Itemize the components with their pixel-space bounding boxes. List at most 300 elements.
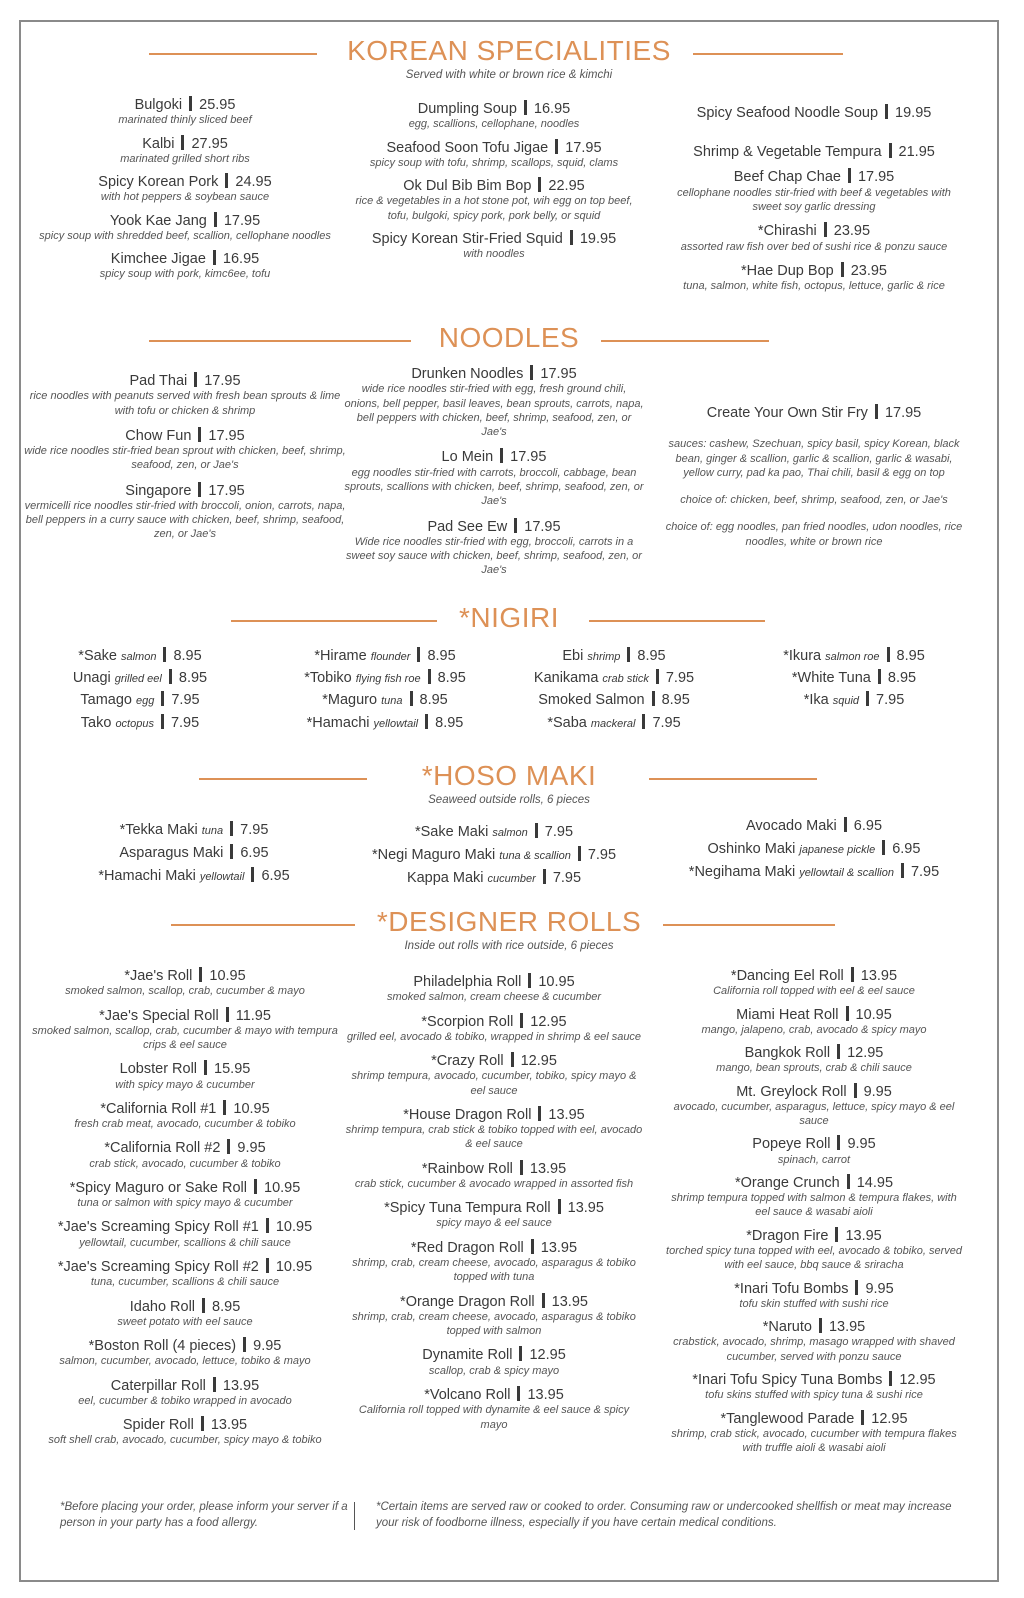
item-name: *Hae Dup Bop: [741, 262, 834, 279]
price-separator: [535, 823, 538, 838]
item-price: 24.95: [235, 174, 272, 191]
item-price: 16.95: [222, 251, 260, 268]
item-price: 9.95: [865, 1280, 894, 1297]
price-separator: [266, 1258, 269, 1273]
price-separator: [837, 1135, 840, 1150]
item-name: Pad Thai: [129, 373, 188, 389]
item-description: rice & vegetables in a hot stone pot, wih egg on top beef, tofu, bulgoki, spicy pork, pork belly, or squid: [355, 195, 633, 222]
item-name: Avocado Maki: [745, 818, 837, 834]
price-separator: [520, 1013, 523, 1028]
item-price: 8.95: [435, 714, 464, 731]
menu-item: [344, 1346, 644, 1378]
item-translation: salmon roe: [825, 651, 880, 663]
item-name: *Jae's Screaming Spicy Roll #1: [57, 1219, 259, 1236]
item-name: Kappa Maki: [406, 870, 484, 887]
item-description: spicy soup with shredded beef, scallion, cellophane noodles: [39, 229, 331, 242]
item-name: Chow Fun: [125, 427, 192, 444]
item-name: *Jae's Screaming Spicy Roll #2: [57, 1259, 259, 1276]
menu-item: [664, 1227, 964, 1273]
header-rule-left: [149, 340, 411, 342]
nigiri-section-header: [19, 602, 999, 634]
item-translation: egg: [136, 695, 155, 708]
hoso-section-header: [19, 760, 999, 806]
item-price: 22.95: [548, 178, 585, 195]
menu-item: [664, 1318, 964, 1364]
item-name: Ok Dul Bib Bim Bop: [403, 178, 532, 195]
item-description: mango, jalapeno, crab, avocado & spicy mayo: [701, 1023, 927, 1036]
noodles-section-header: [19, 322, 999, 354]
menu-item: [344, 1106, 644, 1152]
item-name: *Negihama Maki: [688, 864, 796, 881]
item-name: *Maguro: [322, 692, 378, 709]
item-translation: squid: [832, 695, 860, 708]
item-description: rice noodles with peanuts served with fresh bean sprouts & lime with tofu or chicken & shrimp: [29, 390, 341, 417]
price-separator: [819, 1318, 822, 1333]
item-price: 13.95: [860, 968, 898, 984]
item-price: 10.95: [209, 968, 246, 984]
menu-item: [664, 104, 964, 121]
item-name: *Inari Tofu Spicy Tuna Bombs: [692, 1371, 883, 1388]
item-translation: tuna: [201, 825, 224, 837]
price-separator: [855, 1280, 858, 1295]
price-separator: [161, 691, 164, 706]
price-separator: [652, 691, 655, 706]
item-name: *Naruto: [762, 1319, 812, 1336]
menu-item: [664, 168, 964, 214]
item-description: shrimp tempura topped with salmon & tempura flakes, with eel sauce & wasabi aioli: [671, 1192, 957, 1219]
item-description: with hot peppers & soybean sauce: [100, 191, 270, 204]
item-name: *Dancing Eel Roll: [730, 968, 844, 984]
item-name: Shrimp & Vegetable Tempura: [693, 144, 882, 161]
menu-item: [504, 669, 724, 686]
item-name: *Tanglewood Parade: [720, 1410, 855, 1427]
item-price: 17.95: [540, 366, 577, 382]
item-name: *Sake: [78, 648, 117, 664]
header-rule-left: [149, 53, 317, 55]
item-name: *Volcano Roll: [424, 1386, 511, 1403]
item-name: Tako: [80, 714, 112, 731]
item-name: Lobster Roll: [119, 1061, 198, 1078]
item-description: vermicelli rice noodles stir-fried with broccoli, onion, carrots, napa, bell peppers in a curry sauce with chicken, beef, shrimp, seafood, zen, or Jae's: [24, 499, 346, 541]
item-price: 7.95: [910, 864, 940, 881]
menu-item: [744, 691, 964, 708]
menu-item: [24, 250, 346, 282]
item-price: 8.95: [437, 670, 466, 687]
price-separator: [226, 1007, 229, 1022]
item-name: *House Dragon Roll: [403, 1106, 532, 1123]
item-description: spicy soup with pork, kimc6ee, tofu: [99, 268, 271, 281]
item-description: torched spicy tuna topped with eel, avocado & tobiko, served with eel sauce, bbq sauce & sriracha: [666, 1245, 962, 1272]
item-translation: grilled eel: [114, 673, 162, 686]
item-price: 10.95: [275, 1259, 313, 1276]
price-separator: [875, 404, 878, 419]
menu-item: [344, 973, 644, 1005]
item-name: *Inari Tofu Bombs: [734, 1280, 849, 1297]
item-description: shrimp, crab, cream cheese, avocado, asparagus & tobiko topped with tuna: [352, 1257, 636, 1284]
menu-item: [24, 1258, 346, 1290]
item-name: Spicy Korean Pork: [98, 174, 219, 191]
item-translation: flounder: [370, 651, 411, 663]
item-name: *Hirame: [314, 648, 367, 664]
item-name: Mt. Greylock Roll: [736, 1083, 847, 1100]
menu-item: [344, 139, 644, 171]
price-separator: [181, 135, 184, 150]
menu-item: [344, 177, 644, 223]
menu-item: [24, 135, 346, 167]
item-name: *Hamachi Maki: [98, 868, 196, 885]
item-name: *Sake Maki: [414, 824, 489, 840]
item-price: 13.95: [551, 1293, 588, 1310]
item-name: Dumpling Soup: [417, 101, 517, 117]
item-name: Smoked Salmon: [538, 692, 645, 709]
item-price: 16.95: [533, 101, 571, 117]
item-price: 10.95: [855, 1006, 892, 1023]
menu-item: [40, 647, 240, 664]
hoso-section-subtitle: Seaweed outside rolls, 6 pieces: [428, 794, 590, 806]
menu-item: [344, 518, 644, 578]
item-description: spinach, carrot: [777, 1153, 851, 1166]
designer-col-2: [344, 973, 644, 1440]
price-separator: [425, 714, 428, 729]
price-separator: [542, 1293, 545, 1308]
item-description: assorted raw fish over bed of sushi rice & ponzu sauce: [680, 240, 948, 253]
noodles-col-3: [664, 404, 964, 549]
item-price: 15.95: [214, 1061, 251, 1078]
price-separator: [846, 1006, 849, 1021]
menu-item: [344, 230, 644, 262]
item-name: *Boston Roll (4 pieces): [88, 1338, 237, 1355]
item-price: 12.95: [899, 1371, 936, 1388]
item-price: 6.95: [261, 868, 290, 885]
menu-item: [24, 1298, 346, 1330]
item-price: 6.95: [892, 841, 921, 858]
menu-item: [24, 372, 346, 418]
item-price: 9.95: [847, 1136, 876, 1153]
item-description: crab stick, cucumber & avocado wrapped in assorted fish: [354, 1177, 634, 1190]
item-name: *California Roll #1: [100, 1100, 217, 1117]
item-name: Tamago: [80, 692, 132, 709]
price-separator: [656, 669, 659, 684]
menu-item: [270, 647, 500, 664]
hoso-section-title: *HOSO MAKI: [400, 760, 619, 792]
item-translation: yellowtail: [373, 717, 419, 730]
korean-section-subtitle: Served with white or brown rice & kimchi: [405, 69, 613, 81]
item-price: 10.95: [233, 1100, 270, 1117]
price-separator: [570, 230, 573, 245]
item-price: 7.95: [587, 847, 617, 864]
item-price: 7.95: [171, 692, 200, 709]
menu-item: [24, 427, 346, 473]
item-price: 13.95: [828, 1319, 866, 1336]
item-description: marinated grilled short ribs: [120, 152, 250, 165]
item-name: Oshinko Maki: [707, 841, 796, 858]
item-translation: flying fish roe: [355, 673, 421, 686]
designer-col-3: [664, 967, 964, 1462]
item-price: 8.95: [887, 670, 917, 687]
menu-item: [24, 482, 346, 542]
item-name: *California Roll #2: [104, 1140, 221, 1157]
hoso-col-2: [344, 823, 644, 893]
item-name: *Negi Maguro Maki: [371, 847, 496, 864]
item-name: Pad See Ew: [427, 518, 508, 535]
item-price: 12.95: [871, 1410, 908, 1427]
item-price: 8.95: [419, 692, 448, 709]
price-separator: [214, 212, 217, 227]
item-price: 9.95: [253, 1338, 282, 1355]
price-separator: [511, 1052, 514, 1067]
price-separator: [901, 863, 904, 878]
nigiri-col-3: [504, 647, 724, 736]
item-price: 17.95: [565, 139, 602, 156]
price-separator: [251, 867, 254, 882]
menu-item: [64, 821, 324, 838]
menu-item: [24, 1007, 346, 1053]
item-description: grilled eel, avocado & tobiko, wrapped in shrimp & eel sauce: [346, 1030, 642, 1043]
price-separator: [500, 448, 503, 463]
item-price: 13.95: [567, 1200, 604, 1217]
menu-item: [504, 647, 724, 664]
price-separator: [844, 817, 847, 832]
nigiri-col-1: [40, 647, 240, 736]
header-rule-left: [199, 778, 367, 780]
stir-fry-protein-choice: choice of: chicken, beef, shrimp, seafood, zen, or Jae's: [680, 494, 948, 507]
item-description: soft shell crab, avocado, cucumber, spicy mayo & tobiko: [48, 1434, 322, 1447]
price-separator: [524, 100, 527, 115]
price-separator: [847, 1174, 850, 1189]
menu-item: [270, 691, 500, 708]
item-name: *Orange Crunch: [734, 1174, 840, 1191]
price-separator: [213, 250, 216, 265]
menu-item: [344, 1239, 644, 1285]
price-separator: [198, 482, 201, 497]
nigiri-col-2: [270, 647, 500, 736]
item-name: *Red Dragon Roll: [410, 1239, 524, 1256]
menu-item: [664, 222, 964, 254]
item-description: crabstick, avocado, shrimp, masago wrapped with shaved cucumber, served with ponzu sauce: [673, 1336, 955, 1363]
stir-fry-noodle-choice: choice of: egg noodles, pan fried noodles, udon noodles, rice noodles, white or brown rice: [665, 521, 963, 548]
allergy-notice: *Before placing your order, please inform your server if a person in your party has a food allergy.: [60, 1501, 348, 1529]
item-name: *Chirashi: [757, 223, 817, 240]
item-description: shrimp tempura, crab stick & tobiko topped with eel, avocado & eel sauce: [345, 1124, 643, 1151]
item-price: 6.95: [240, 845, 269, 862]
price-separator: [202, 1298, 205, 1313]
menu-item: [270, 669, 500, 686]
designer-section-subtitle: Inside out rolls with rice outside, 6 pieces: [404, 940, 614, 952]
price-separator: [851, 967, 854, 982]
menu-item: [504, 714, 724, 731]
item-translation: tuna & scallion: [499, 850, 571, 863]
menu-item: [40, 691, 240, 708]
price-separator: [243, 1337, 246, 1352]
item-name: *Crazy Roll: [431, 1053, 504, 1070]
item-price: 8.95: [427, 648, 456, 664]
price-separator: [428, 669, 431, 684]
item-price: 17.95: [208, 482, 245, 499]
menu-item: [664, 1135, 964, 1167]
item-description: smoked salmon, cream cheese & cucumber: [387, 991, 601, 1004]
header-rule-right: [589, 620, 765, 622]
price-separator: [194, 372, 197, 387]
price-separator: [417, 647, 420, 662]
price-separator: [558, 1199, 561, 1214]
item-description: mango, bean sprouts, crab & chili sauce: [716, 1062, 912, 1075]
menu-item: [344, 100, 644, 132]
menu-item: [664, 1174, 964, 1220]
price-separator: [230, 821, 233, 836]
noodles-col-2: [344, 365, 644, 587]
item-price: 13.95: [529, 1160, 567, 1177]
price-separator: [201, 1416, 204, 1431]
header-rule-right: [601, 340, 769, 342]
item-name: Lo Mein: [441, 449, 494, 466]
menu-item: [344, 846, 644, 863]
price-separator: [163, 647, 166, 662]
price-separator: [230, 844, 233, 859]
price-separator: [514, 518, 517, 533]
item-price: 12.95: [847, 1045, 884, 1062]
price-separator: [531, 1239, 534, 1254]
item-price: 17.95: [524, 518, 561, 535]
price-separator: [824, 222, 827, 237]
item-name: Unagi: [72, 670, 111, 687]
menu-item: [344, 1052, 644, 1098]
menu-item: [664, 1371, 964, 1403]
item-name: Asparagus Maki: [119, 845, 224, 862]
item-name: Caterpillar Roll: [110, 1377, 206, 1394]
menu-item: [24, 1416, 346, 1448]
item-price: 19.95: [895, 105, 932, 121]
price-separator: [887, 647, 890, 662]
item-price: 27.95: [191, 135, 228, 152]
item-name: Beef Chap Chae: [733, 169, 841, 186]
price-separator: [878, 669, 881, 684]
price-separator: [266, 1218, 269, 1233]
item-translation: mackeral: [590, 717, 636, 730]
item-description: egg, scallions, cellophane, noodles: [408, 118, 580, 131]
designer-col-1: [24, 967, 346, 1456]
item-description: yellowtail, cucumber, scallions & chili sauce: [79, 1236, 291, 1249]
item-name: Idaho Roll: [129, 1298, 196, 1315]
item-price: 12.95: [530, 1013, 567, 1030]
item-price: 25.95: [199, 97, 236, 113]
korean-col-3: [664, 104, 964, 301]
price-separator: [520, 1160, 523, 1175]
price-separator: [517, 1386, 520, 1401]
noodles-section-title: NOODLES: [417, 322, 601, 354]
item-name: Spicy Korean Stir-Fried Squid: [371, 230, 563, 247]
menu-item: [664, 1006, 964, 1038]
item-price: 9.95: [863, 1083, 892, 1100]
menu-item: [664, 404, 964, 421]
item-description: smoked salmon, scallop, crab, cucumber & mayo with tempura crips & eel sauce: [32, 1024, 338, 1052]
item-price: 7.95: [665, 670, 695, 687]
price-separator: [519, 1346, 522, 1361]
price-separator: [543, 869, 546, 884]
item-description: California roll topped with dynamite & eel sauce & spicy mayo: [358, 1404, 630, 1431]
footer-divider: [354, 1502, 355, 1530]
header-rule-left: [231, 620, 443, 622]
item-price: 8.95: [178, 670, 208, 687]
item-description: tuna, salmon, white fish, octopus, lettuce, garlic & rice: [683, 280, 945, 293]
stir-fry-sauces: sauces: cashew, Szechuan, spicy basil, spicy Korean, black bean, ginger & scallion, garlic & scallion, garlic & wasabi, yellow curry, pad ka pao, Thai chili, basil & egg on top: [668, 438, 960, 479]
menu-item: [344, 1013, 644, 1045]
item-name: *Jae's Special Roll: [99, 1007, 219, 1024]
item-description: tuna, cucumber, scallions & chili sauce: [90, 1276, 280, 1289]
price-separator: [223, 1100, 226, 1115]
menu-item: [664, 840, 964, 857]
item-translation: cucumber: [487, 873, 536, 886]
item-description: cellophane noodles stir-fried with beef & vegetables with sweet soy garlic dressing: [677, 186, 951, 213]
item-price: 8.95: [637, 648, 666, 664]
item-name: Spicy Seafood Noodle Soup: [696, 105, 879, 121]
item-translation: salmon: [121, 651, 157, 663]
item-translation: yellowtail & scallion: [799, 867, 894, 880]
item-name: *Ikura: [783, 648, 822, 664]
item-name: Miami Heat Roll: [736, 1006, 839, 1023]
item-price: 8.95: [661, 692, 690, 709]
price-separator: [161, 714, 164, 729]
menu-item: [744, 669, 964, 686]
menu-item: [270, 714, 500, 731]
item-translation: crab stick: [602, 673, 649, 686]
item-price: 10.95: [538, 974, 575, 990]
item-name: Ebi: [562, 648, 584, 664]
menu-item: [24, 1139, 346, 1171]
item-name: Kanikama: [533, 670, 599, 687]
item-translation: tuna: [381, 695, 403, 708]
header-rule-right: [675, 53, 843, 55]
menu-item: [344, 365, 644, 439]
price-separator: [227, 1139, 230, 1154]
korean-section-title: KOREAN SPECIALITIES: [325, 35, 693, 67]
item-description: fresh crab meat, avocado, cucumber & tobiko: [74, 1118, 296, 1131]
item-name: *Ika: [803, 692, 829, 709]
item-price: 7.95: [240, 822, 269, 838]
item-description: spicy soup with tofu, shrimp, scallops, squid, clams: [369, 156, 619, 169]
item-description: with noodles: [463, 248, 525, 261]
price-separator: [885, 104, 888, 119]
noodles-col-1: [24, 372, 346, 551]
menu-item: [24, 173, 346, 205]
item-translation: japanese pickle: [799, 844, 876, 857]
menu-item: [504, 691, 724, 708]
price-separator: [538, 1106, 541, 1121]
menu-item: [24, 96, 346, 128]
price-separator: [848, 168, 851, 183]
item-description: sweet potato with eel sauce: [117, 1315, 253, 1328]
item-description: shrimp tempura, avocado, cucumber, tobiko, spicy mayo & eel sauce: [351, 1070, 637, 1097]
price-separator: [189, 96, 192, 111]
price-separator: [642, 714, 645, 729]
item-description: shrimp, crab, cream cheese, avocado, asparagus & tobiko topped with salmon: [352, 1310, 636, 1338]
item-price: 10.95: [275, 1219, 313, 1236]
item-price: 8.95: [173, 648, 202, 664]
raw-food-notice: *Certain items are served raw or cooked to order. Consuming raw or undercooked shellfish or meat may increase your risk of foodborne illness, especially if you have certain medical conditions.: [376, 1501, 952, 1529]
menu-item: [344, 1199, 644, 1231]
menu-item: [344, 1160, 644, 1192]
item-price: 12.95: [529, 1347, 566, 1364]
menu-item: [664, 1410, 964, 1456]
item-price: 17.95: [510, 449, 547, 466]
menu-item: [24, 967, 346, 999]
item-name: Dynamite Roll: [422, 1347, 513, 1364]
price-separator: [835, 1227, 838, 1242]
item-price: 9.95: [237, 1140, 266, 1157]
item-price: 7.95: [170, 714, 200, 731]
item-description: crab stick, avocado, cucumber & tobiko: [89, 1157, 281, 1170]
item-price: 23.95: [833, 223, 871, 240]
menu-item: [664, 1044, 964, 1076]
